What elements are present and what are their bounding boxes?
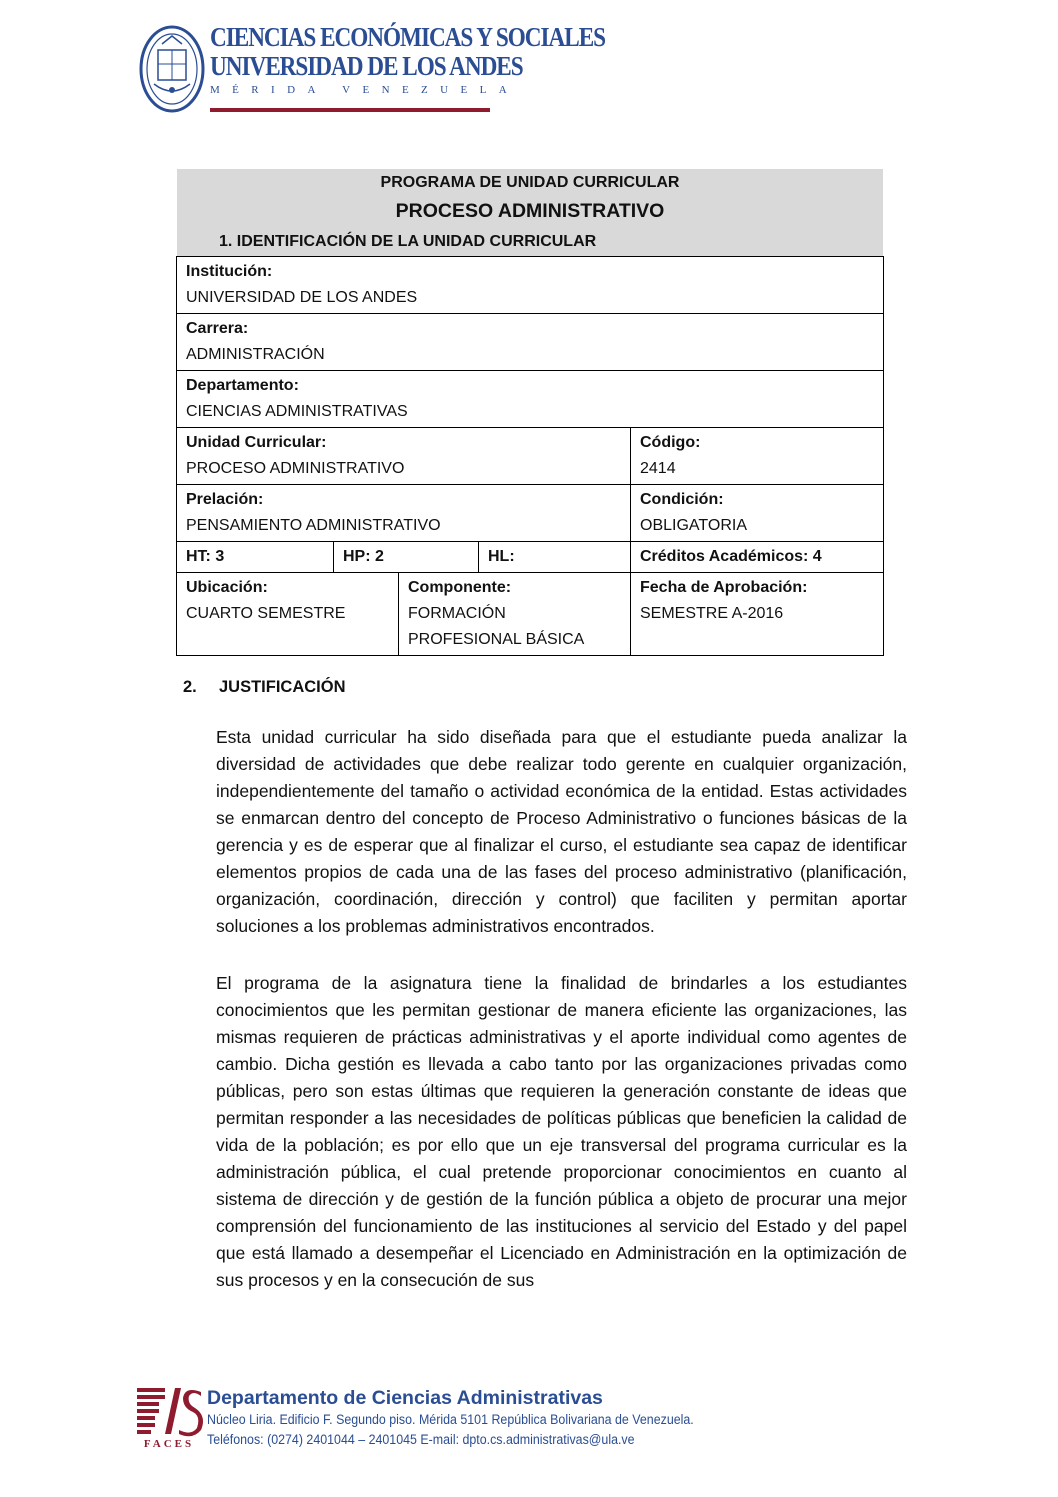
condicion-label: Condición: — [640, 491, 724, 508]
ubicacion-value: CUARTO SEMESTRE — [186, 605, 346, 622]
condicion-cell — [631, 485, 884, 542]
hl-label: HL: — [488, 548, 515, 565]
table-row — [177, 485, 884, 542]
justification-paragraph-2: El programa de la asignatura tiene la finalidad de brindarles a los estudiantes conocimientos que les permitan gestionar de manera eficiente las organizaciones, las mismas requieren de prácticas administrativas y el aporte individual como agentes de cambio. Dicha gestión es llevada a cabo tanto por las organizaciones privadas como públicas, pero son estas últimas que requieren la generación constante de ideas que permitan responder a las necesidades de políticas públicas que beneficien la calidad de vida de la población; es por ello que un eje transversal del programa curricular es la administración pública, el cual pretende proporcionar conocimientos en cuanto al sistema de dirección y de gestión de la función pública a objeto de procurar una mejor comprensión del funcionamiento de las instituciones al servicio del Estado y del papel que está llamado a desempeñar el Licenciado en Administración en la optimización de sus procesos y en la consecución de sus — [216, 973, 907, 1290]
unidad-cell — [177, 428, 631, 485]
faces-logo-text: FACES — [143, 1438, 195, 1450]
section-1-heading: 1. IDENTIFICACIÓN DE LA UNIDAD CURRICULAR — [219, 233, 597, 250]
departamento-label: Departamento: — [186, 377, 299, 394]
codigo-label: Código: — [640, 434, 701, 451]
page-footer — [135, 1386, 735, 1456]
fecha-value: SEMESTRE A-2016 — [640, 605, 784, 622]
carrera-label: Carrera: — [186, 320, 249, 337]
university-seal-icon — [138, 24, 206, 114]
prelacion-cell — [177, 485, 631, 542]
header-location: MÉRIDA VENEZUELA — [210, 84, 520, 96]
table-row — [177, 257, 884, 314]
carrera-cell — [177, 314, 884, 371]
fecha-label: Fecha de Aprobación: — [640, 579, 808, 596]
departamento-cell — [177, 371, 884, 428]
program-title-block — [177, 169, 883, 257]
table-row — [177, 371, 884, 428]
componente-value: FORMACIÓN PROFESIONAL BÁSICA — [408, 605, 585, 648]
table-row — [177, 428, 884, 485]
header-university-name: UNIVERSIDAD DE LOS ANDES — [210, 51, 523, 81]
fecha-cell — [631, 573, 884, 656]
ht-cell — [177, 542, 334, 573]
section-2-title: JUSTIFICACIÓN — [219, 678, 346, 696]
unidad-value: PROCESO ADMINISTRATIVO — [186, 460, 405, 477]
course-title: PROCESO ADMINISTRATIVO — [395, 200, 665, 222]
footer-contact: Teléfonos: (0274) 2401044 – 2401045 E-mail: dpto.cs.administrativas@ula.ve — [207, 1432, 635, 1447]
ubicacion-label: Ubicación: — [186, 579, 268, 596]
componente-label: Componente: — [408, 579, 512, 596]
componente-cell — [399, 573, 631, 656]
header-faculty-name: CIENCIAS ECONÓMICAS Y SOCIALES — [210, 22, 606, 52]
table-row — [177, 314, 884, 371]
departamento-value: CIENCIAS ADMINISTRATIVAS — [186, 403, 408, 420]
institucion-cell — [177, 257, 884, 314]
footer-department: Departamento de Ciencias Administrativas — [207, 1387, 603, 1409]
footer-address: Núcleo Liria. Edificio F. Segundo piso. Mérida 5101 República Bolivariana de Venezuela. — [207, 1412, 694, 1427]
ubicacion-cell — [177, 573, 399, 656]
hp-label: HP: 2 — [343, 548, 384, 565]
institucion-label: Institución: — [186, 263, 273, 280]
ht-label: HT: 3 — [186, 548, 225, 565]
carrera-value: ADMINISTRACIÓN — [186, 346, 325, 363]
page-header — [138, 22, 606, 117]
codigo-cell — [631, 428, 884, 485]
creditos-label: Créditos Académicos: 4 — [640, 548, 822, 565]
unidad-label: Unidad Curricular: — [186, 434, 327, 451]
identification-table — [176, 256, 884, 656]
prelacion-label: Prelación: — [186, 491, 264, 508]
section-2-number: 2. — [183, 678, 197, 696]
table-row — [177, 542, 884, 573]
prelacion-value: PENSAMIENTO ADMINISTRATIVO — [186, 517, 441, 534]
codigo-value: 2414 — [640, 460, 676, 477]
program-heading: PROGRAMA DE UNIDAD CURRICULAR — [380, 174, 680, 191]
creditos-cell — [631, 542, 884, 573]
header-divider — [210, 108, 490, 112]
institucion-value: UNIVERSIDAD DE LOS ANDES — [186, 289, 418, 306]
section-2-heading — [183, 678, 346, 697]
justification-paragraph-1: Esta unidad curricular ha sido diseñada para que el estudiante pueda analizar la diversidad de actividades que debe realizar todo gerente en cualquier organización, independientemente del tamaño o actividad económica de la entidad. Estas actividades se enmarcan dentro del concepto de Proceso Administrativo o funciones básicas de la gerencia y es de esperar que al finalizar el curso, el estudiante sea capaz de identificar elementos propios de cada una de las fases del proceso administrativo (planificación, organización, coordinación, dirección y control) que faciliten y permitan aportar soluciones a los problemas administrativos encontrados. — [216, 727, 907, 936]
table-row — [177, 573, 884, 656]
hp-cell — [334, 542, 479, 573]
condicion-value: OBLIGATORIA — [640, 517, 747, 534]
hl-cell — [479, 542, 631, 573]
